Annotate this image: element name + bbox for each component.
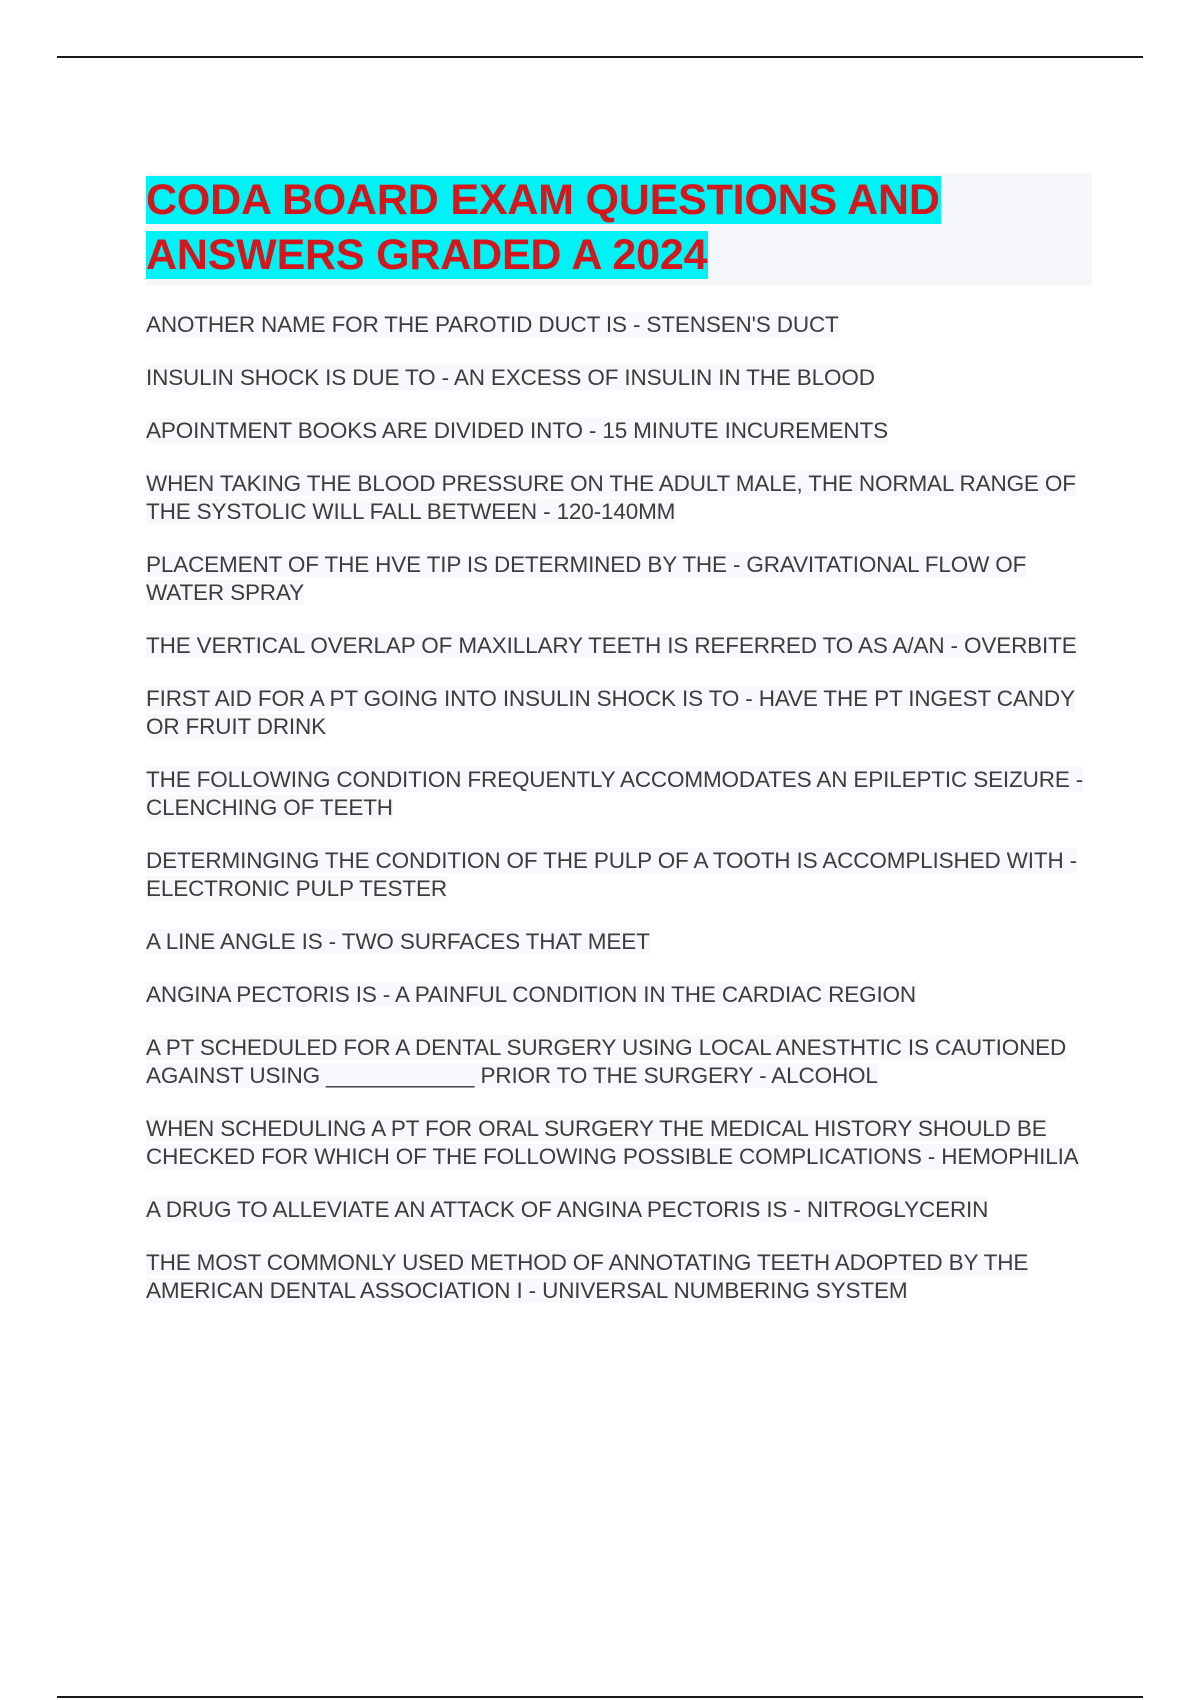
list-item bbox=[146, 1034, 1106, 1090]
qa-text: WHEN TAKING THE BLOOD PRESSURE ON THE ADULT MALE, THE NORMAL RANGE OF THE SYSTOLIC WILL FALL BETWEEN - 120-140MM bbox=[146, 471, 1076, 524]
qa-text: PLACEMENT OF THE HVE TIP IS DETERMINED BY THE - GRAVITATIONAL FLOW OF WATER SPRAY bbox=[146, 552, 1027, 605]
qa-text: DETERMINGING THE CONDITION OF THE PULP OF A TOOTH IS ACCOMPLISHED WITH - ELECTRONIC PULP TESTER bbox=[146, 848, 1077, 901]
title-block bbox=[146, 173, 1092, 285]
list-item bbox=[146, 551, 1106, 607]
list-item bbox=[146, 417, 1106, 445]
qa-text: FIRST AID FOR A PT GOING INTO INSULIN SHOCK IS TO - HAVE THE PT INGEST CANDY OR FRUIT DRINK bbox=[146, 686, 1075, 739]
bottom-divider bbox=[57, 1696, 1143, 1698]
qa-text: A PT SCHEDULED FOR A DENTAL SURGERY USING LOCAL ANESTHTIC IS CAUTIONED AGAINST USING ____________ PRIOR TO THE SURGERY - ALCOHOL bbox=[146, 1035, 1067, 1088]
title-line-1: CODA BOARD EXAM QUESTIONS AND bbox=[146, 176, 940, 224]
list-item bbox=[146, 847, 1106, 903]
list-item bbox=[146, 1249, 1106, 1305]
qa-text: INSULIN SHOCK IS DUE TO - AN EXCESS OF INSULIN IN THE BLOOD bbox=[146, 365, 875, 390]
qa-list bbox=[146, 311, 1106, 1330]
qa-text: THE FOLLOWING CONDITION FREQUENTLY ACCOMMODATES AN EPILEPTIC SEIZURE - CLENCHING OF TEETH bbox=[146, 767, 1084, 820]
qa-text: WHEN SCHEDULING A PT FOR ORAL SURGERY THE MEDICAL HISTORY SHOULD BE CHECKED FOR WHICH OF THE FOLLOWING POSSIBLE COMPLICATIONS - HEMOPHILIA bbox=[146, 1116, 1079, 1169]
qa-text: THE VERTICAL OVERLAP OF MAXILLARY TEETH IS REFERRED TO AS A/AN - OVERBITE bbox=[146, 633, 1077, 658]
qa-text: ANOTHER NAME FOR THE PAROTID DUCT IS - STENSEN'S DUCT bbox=[146, 312, 839, 337]
qa-text: ANGINA PECTORIS IS - A PAINFUL CONDITION IN THE CARDIAC REGION bbox=[146, 982, 916, 1007]
list-item bbox=[146, 685, 1106, 741]
title-line-2: ANSWERS GRADED A 2024 bbox=[146, 231, 708, 279]
list-item bbox=[146, 981, 1106, 1009]
list-item bbox=[146, 766, 1106, 822]
list-item bbox=[146, 311, 1106, 339]
list-item bbox=[146, 928, 1106, 956]
list-item bbox=[146, 470, 1106, 526]
top-divider bbox=[57, 56, 1143, 58]
list-item bbox=[146, 364, 1106, 392]
qa-text: A LINE ANGLE IS - TWO SURFACES THAT MEET bbox=[146, 929, 650, 954]
document-title bbox=[146, 173, 1092, 283]
list-item bbox=[146, 1115, 1106, 1171]
qa-text: APOINTMENT BOOKS ARE DIVIDED INTO - 15 MINUTE INCUREMENTS bbox=[146, 418, 888, 443]
qa-text: THE MOST COMMONLY USED METHOD OF ANNOTATING TEETH ADOPTED BY THE AMERICAN DENTAL ASSOCIATION I - UNIVERSAL NUMBERING SYSTEM bbox=[146, 1250, 1029, 1303]
list-item bbox=[146, 632, 1106, 660]
list-item bbox=[146, 1196, 1106, 1224]
qa-text: A DRUG TO ALLEVIATE AN ATTACK OF ANGINA PECTORIS IS - NITROGLYCERIN bbox=[146, 1197, 989, 1222]
